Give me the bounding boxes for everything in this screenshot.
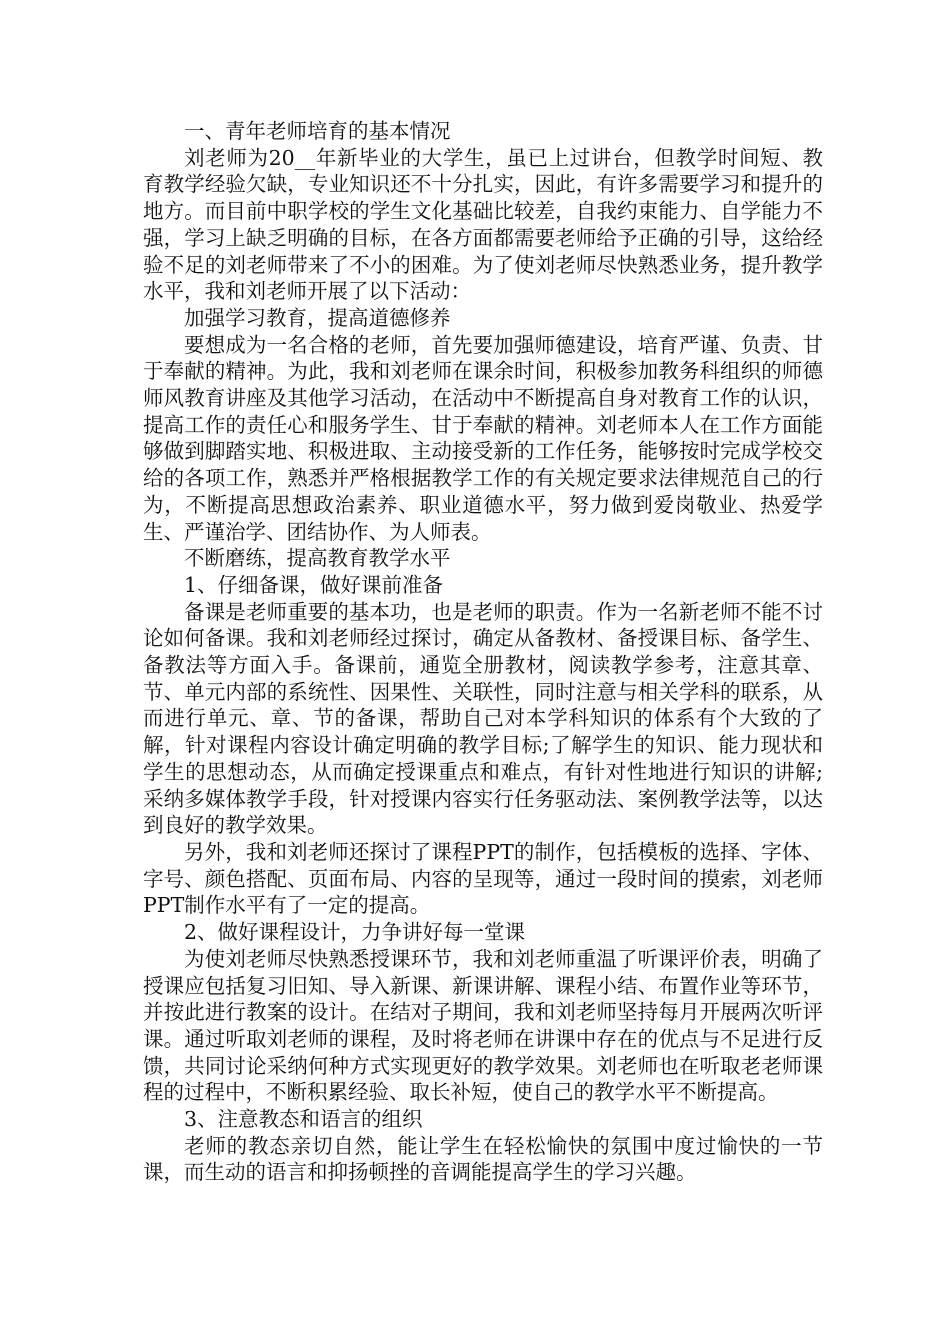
subsection-heading: 加强学习教育，提高道德修养 <box>184 305 451 330</box>
section-heading: 一、青年老师培育的基本情况 <box>184 119 451 143</box>
body-paragraph: 备课是老师重要的基本功，也是老师的职责。作为一名新老师不能不讨论如何备课。我和刘老师经过探讨，确定从备教材、备授课目标、备学生、备教法等方面入手。备课前，通览全册教材，阅读教学参考，注意其章、节、单元内部的系统性、因果性、关联性，同时注意与相关学科的联系，从而进行单元、章、节的备课，帮助自己对本学科知识的体系有个大致的了解，针对课程内容设计确定明确的教学目标;了解学生的知识、能力现状和学生的思想动态，从而确定授课重点和难点，有针对性地进行知识的讲解;采纳多媒体教学手段，针对授课内容实行任务驱动法、案例教学法等，以达到良好的教学效果。 <box>143 599 823 838</box>
document-body <box>143 118 823 1186</box>
body-paragraph: 另外，我和刘老师还探讨了课程PPT的制作，包括模板的选择、字体、字号、颜色搭配、页面布局、内容的呈现等，通过一段时间的摸索，刘老师PPT制作水平有了一定的提高。 <box>143 839 823 918</box>
numbered-heading: 1、仔细备课，做好课前准备 <box>184 572 444 597</box>
numbered-heading: 3、注意教态和语言的组织 <box>184 1107 423 1132</box>
body-paragraph: 刘老师为20__年新毕业的大学生，虽已上过讲台，但教学时间短、教育教学经验欠缺，专业知识还不十分扎实，因此，有许多需要学习和提升的地方。而目前中职学校的学生文化基础比较差，自我约束能力、自学能力不强，学习上缺乏明确的目标，在各方面都需要老师给予正确的引导，这给经验不足的刘老师带来了不小的困难。为了使刘老师尽快熟悉业务，提升教学水平，我和刘老师开展了以下活动： <box>143 145 823 304</box>
body-paragraph: 要想成为一名合格的老师，首先要加强师德建设，培育严谨、负责、甘于奉献的精神。为此，我和刘老师在课余时间，积极参加教务科组织的师德师风教育讲座及其他学习活动，在活动中不断提高自身对教育工作的认识，提高工作的责任心和服务学生、甘于奉献的精神。刘老师本人在工作方面能够做到脚踏实地、积极进取、主动接受新的工作任务，能够按时完成学校交给的各项工作，熟悉并严格根据教学工作的有关规定要求法律规范自己的行为，不断提高思想政治素养、职业道德水平，努力做到爱岗敬业、热爱学生、严谨治学、团结协作、为人师表。 <box>143 332 823 544</box>
subsection-heading: 不断磨练，提高教育教学水平 <box>184 546 451 571</box>
numbered-heading: 2、做好课程设计，力争讲好每一堂课 <box>184 920 526 945</box>
body-paragraph: 为使刘老师尽快熟悉授课环节，我和刘老师重温了听课评价表，明确了授课应包括复习旧知、导入新课、新课讲解、课程小结、布置作业等环节，并按此进行教案的设计。在结对子期间，我和刘老师坚持每月开展两次听评课。通过听取刘老师的课程，及时将老师在讲课中存在的优点与不足进行反馈，共同讨论采纳何种方式实现更好的教学效果。刘老师也在听取老老师课程的过程中，不断积累经验、取长补短，使自己的教学水平不断提高。 <box>143 946 823 1105</box>
body-paragraph: 老师的教态亲切自然，能让学生在轻松愉快的氛围中度过愉快的一节课，而生动的语言和抑扬顿挫的音调能提高学生的学习兴趣。 <box>143 1133 823 1185</box>
